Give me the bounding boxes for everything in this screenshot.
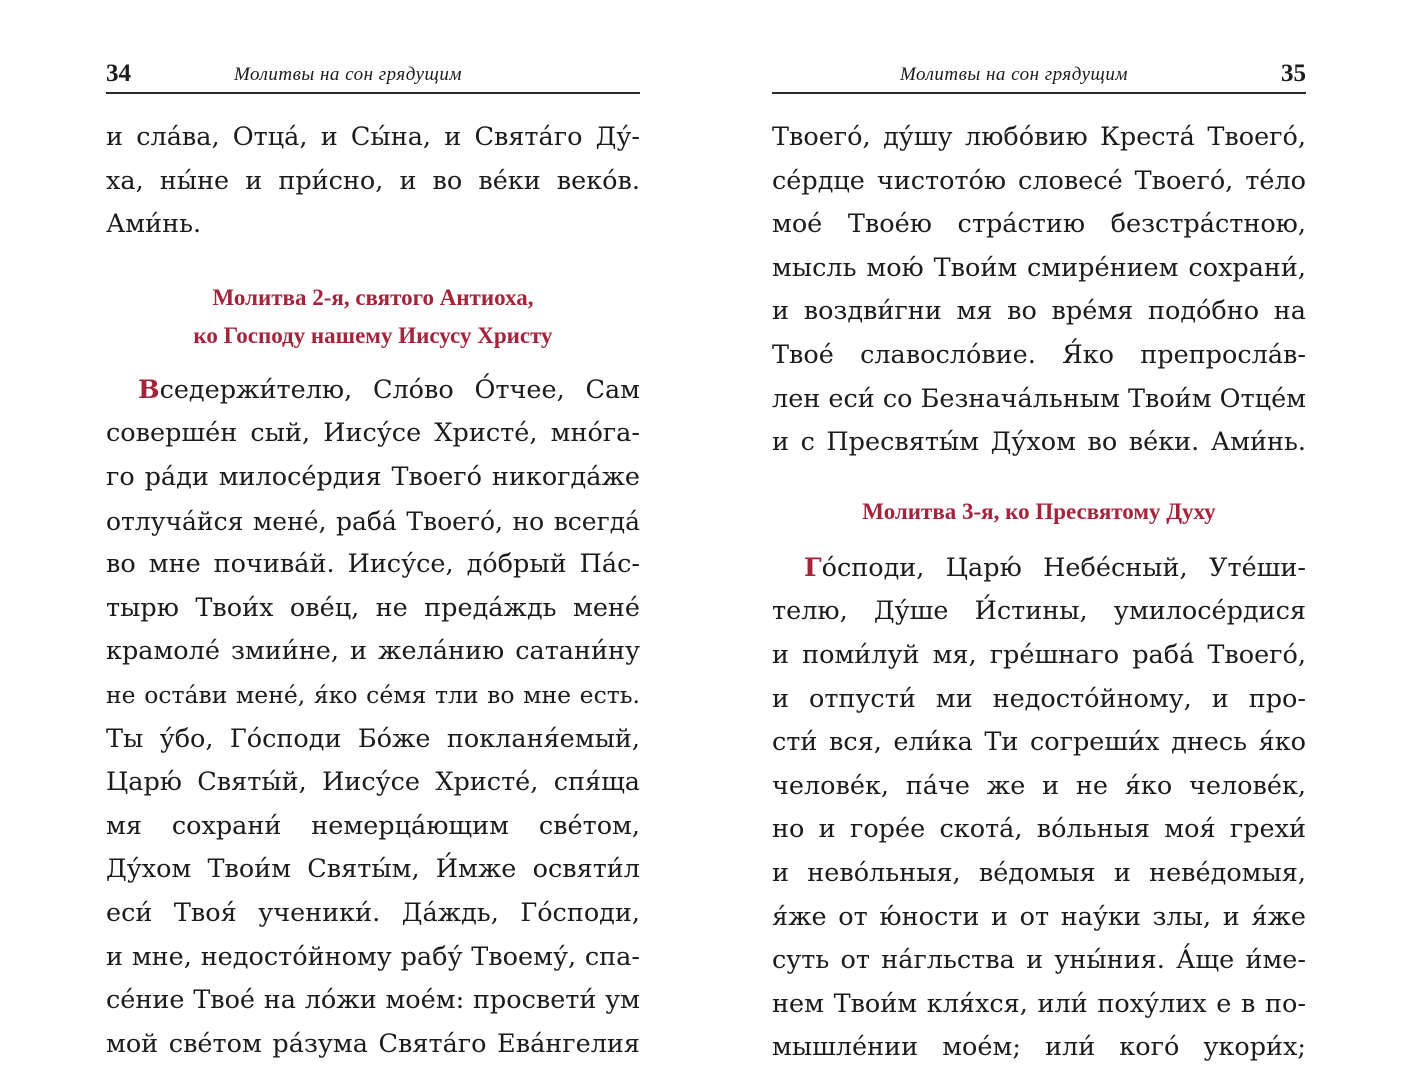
drop-initial: В xyxy=(138,374,160,405)
prayer-3-first-line xyxy=(772,547,1306,591)
right-running-title: Молитвы на сон грядущим xyxy=(900,64,1129,85)
text-line: еси́ Твоя́ ученики́. Да́ждь, Го́споди, xyxy=(106,897,640,928)
text-line: и с Пресвяты́м Ду́хом во ве́ки. Ами́нь. xyxy=(772,427,1306,458)
left-running-title: Молитвы на сон грядущим xyxy=(234,64,463,85)
left-running-head xyxy=(106,58,640,94)
text-line: сти́ вся, ели́ка Ти согреши́х днесь я́ко xyxy=(772,727,1306,758)
text-line: и мне, недосто́йному рабу́ Твоему́, спа- xyxy=(106,941,640,972)
text-line: се́рдце чистото́ю словесе́ Твоего́, те́ло xyxy=(772,165,1306,196)
text-line: и поми́луй мя, гре́шнаго раба́ Твоего́, xyxy=(772,639,1306,670)
text-line: и сла́ва, Отца́, и Сы́на, и Свята́го Ду́- xyxy=(106,122,640,152)
left-page xyxy=(106,0,640,1080)
heading-line: Молитва 2-я, святого Антиоха, xyxy=(212,284,534,310)
text-line: я́же от ю́ности и от нау́ки злы, и я́же xyxy=(772,901,1306,932)
text-line: Ами́нь. xyxy=(106,209,202,240)
text-line: и воздви́гни мя во вре́мя подо́бно на xyxy=(772,296,1306,327)
heading-line: ко Господу нашему Иисусу Христу xyxy=(193,322,553,348)
drop-initial: Г xyxy=(804,552,822,583)
text-line: тырю Твои́х ове́ц, не преда́ждь мене́ xyxy=(106,592,640,623)
right-page xyxy=(772,0,1306,1080)
prayer-2-heading xyxy=(106,279,640,355)
text-line: ха, ны́не и при́сно, и во ве́ки веко́в. xyxy=(106,165,640,196)
text-line: мое́ Твое́ю стра́стию безстра́стною, xyxy=(772,209,1306,240)
text-line: отлуча́йся мене́, раба́ Твоего́, но всегда́ xyxy=(106,506,640,536)
right-page-number: 35 xyxy=(1281,60,1306,87)
text-line: го ра́ди милосе́рдия Твоего́ никогда́же xyxy=(106,461,640,492)
prayer-2-first-line xyxy=(106,369,640,413)
text-line: мой све́том ра́зума Свята́го Ева́нгелия xyxy=(106,1028,640,1059)
text-line: се́ние Твое́ на ло́жи мое́м: просвети́ ум xyxy=(106,985,640,1016)
text-line: суть от на́гльства и уны́ния. А́ще и́ме- xyxy=(772,945,1306,976)
text-line: Ты у́бо, Го́споди Бо́же покланя́емый, xyxy=(106,723,640,754)
text-line: челове́к, па́че же и не я́ко челове́к, xyxy=(772,770,1306,801)
text-line: и отпусти́ ми недосто́йному, и про- xyxy=(772,683,1306,714)
text-line: лен еси́ со Безнача́льным Твои́м Отце́м xyxy=(772,383,1306,414)
text-line: не оста́ви мене́, я́ко се́мя тли во мне есть. xyxy=(106,680,640,709)
text-line: но и горе́е скота́, во́льныя моя́ грехи́ xyxy=(772,814,1306,845)
text-line: Твоего́, ду́шу любо́вию Креста́ Твоего́, xyxy=(772,122,1306,152)
text-line: во мне почива́й. Иису́се, до́брый Па́с- xyxy=(106,549,640,580)
text-line: и нево́льныя, ве́домыя и неве́домыя, xyxy=(772,857,1306,888)
text-line: Ду́хом Твои́м Святы́м, И́мже освяти́л xyxy=(106,854,640,885)
text-line: мысль мою́ Твои́м смире́нием сохрани́, xyxy=(772,252,1306,283)
first-line-text: о́споди, Царю́ Небе́сный, Уте́ши- xyxy=(821,552,1306,583)
text-line: соверше́н сый, Иису́се Христе́, мно́га- xyxy=(106,418,640,449)
right-page-body xyxy=(772,116,1306,1070)
right-running-head xyxy=(772,58,1306,94)
text-line: нем Твои́м кля́хся, или́ поху́лих е в по- xyxy=(772,988,1306,1019)
text-line: Царю́ Святы́й, Иису́се Христе́, спя́ща xyxy=(106,767,640,798)
prayer-3-heading xyxy=(772,493,1306,531)
text-line: телю, Ду́ше И́стины, умилосе́рдися xyxy=(772,596,1306,627)
first-line-text: седержи́телю, Сло́во О́тчее, Сам xyxy=(159,374,640,405)
heading-line: Молитва 3-я, ко Пресвятому Духу xyxy=(862,498,1216,524)
text-line: крамоле́ змии́не, и жела́нию сатани́ну xyxy=(106,636,640,667)
left-page-number: 34 xyxy=(106,60,131,87)
text-line: мышле́нии мое́м; или́ кого́ укори́х; xyxy=(772,1032,1306,1063)
text-line: Твое́ славосло́вие. Я́ко препросла́в- xyxy=(772,339,1306,370)
text-line: мя сохрани́ немерца́ющим све́том, xyxy=(106,810,640,841)
left-page-body xyxy=(106,116,640,1066)
